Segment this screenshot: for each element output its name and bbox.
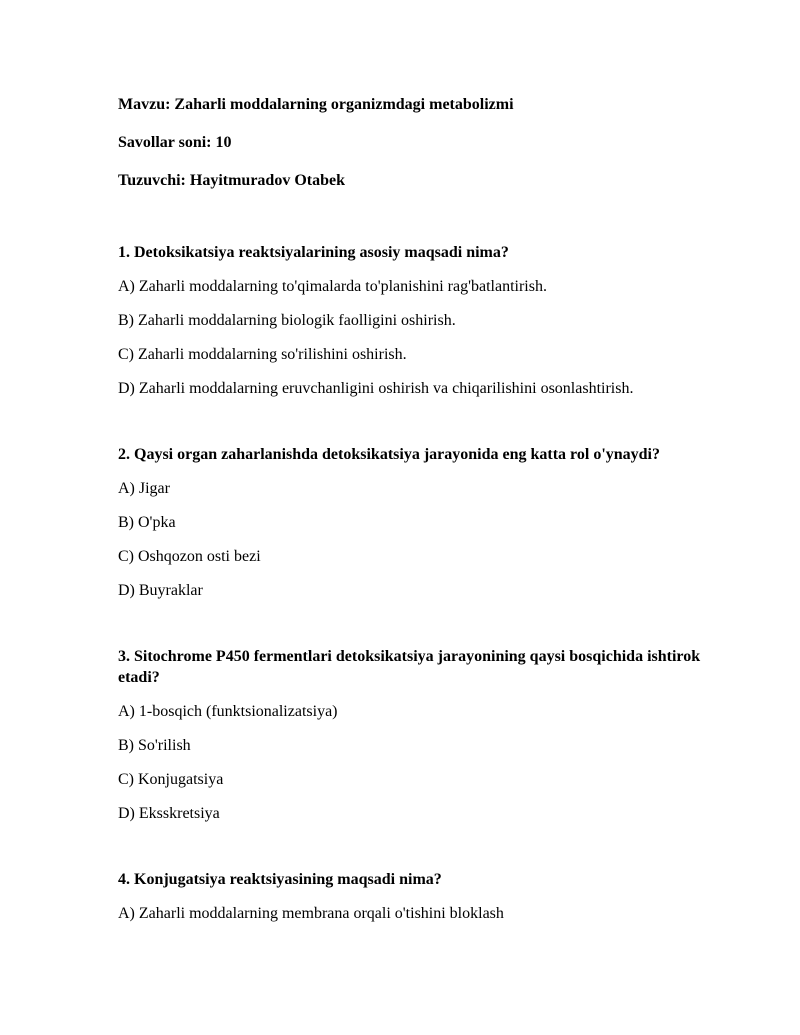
topic-line: Mavzu: Zaharli moddalarning organizmdagi metabolizmi: [118, 96, 514, 113]
answer-option: A) Jigar: [118, 480, 170, 497]
author-line: Tuzuvchi: Hayitmuradov Otabek: [118, 172, 345, 189]
answer-option: D) Eksskretsiya: [118, 805, 220, 822]
question-block-1: [118, 242, 703, 399]
answer-option: A) Zaharli moddalarning membrana orqali o'tishini bloklash: [118, 905, 504, 922]
question-block-2: [118, 444, 703, 601]
answer-option: B) Zaharli moddalarning biologik faolligini oshirish.: [118, 312, 456, 329]
answer-option: A) 1-bosqich (funktsionalizatsiya): [118, 703, 338, 720]
answer-option: C) Oshqozon osti bezi: [118, 548, 261, 565]
answer-option: D) Zaharli moddalarning eruvchanligini oshirish va chiqarilishini osonlashtirish.: [118, 380, 634, 397]
document-header: [118, 94, 703, 191]
answer-option: D) Buyraklar: [118, 582, 203, 599]
question-title: 3. Sitochrome P450 fermentlari detoksikatsiya jarayonining qaysi bosqichida ishtirok etadi?: [118, 648, 701, 686]
question-block-4: [118, 869, 703, 924]
answer-option: C) Zaharli moddalarning so'rilishini oshirish.: [118, 346, 407, 363]
question-title: 1. Detoksikatsiya reaktsiyalarining asosiy maqsadi nima?: [118, 244, 509, 261]
answer-option: B) O'pka: [118, 514, 176, 531]
question-count-line: Savollar soni: 10: [118, 134, 232, 151]
question-block-3: [118, 646, 703, 824]
question-title: 4. Konjugatsiya reaktsiyasining maqsadi nima?: [118, 871, 442, 888]
question-title: 2. Qaysi organ zaharlanishda detoksikatsiya jarayonida eng katta rol o'ynaydi?: [118, 446, 660, 463]
answer-option: A) Zaharli moddalarning to'qimalarda to'planishini rag'batlantirish.: [118, 278, 547, 295]
answer-option: C) Konjugatsiya: [118, 771, 224, 788]
answer-option: B) So'rilish: [118, 737, 191, 754]
